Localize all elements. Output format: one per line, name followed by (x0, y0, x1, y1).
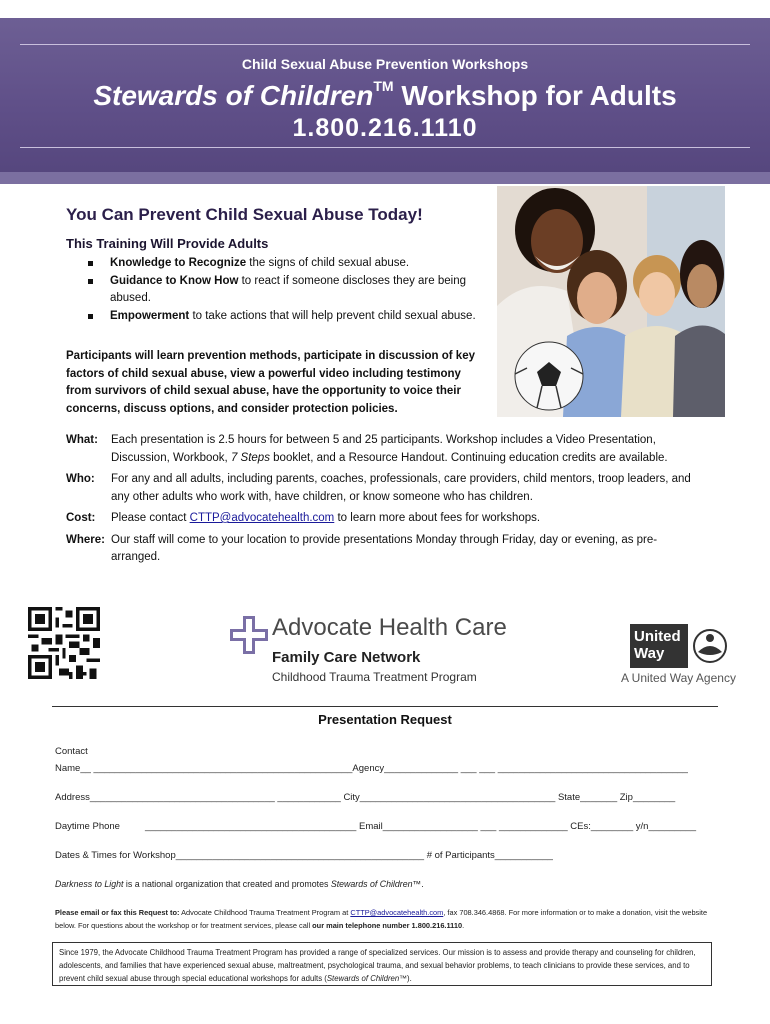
bullet-bold: Guidance to Know How (110, 274, 239, 287)
mission-program: Stewards of Children (326, 974, 400, 983)
trademark-mark: TM (373, 78, 394, 94)
dtl-note (55, 879, 424, 889)
fax-bold: Please email or fax this Request to: (55, 908, 180, 917)
banner-top-rule (20, 44, 750, 45)
bullet-bold: Knowledge to Recognize (110, 257, 247, 269)
what-text (111, 432, 706, 467)
benefits-list (88, 255, 488, 325)
banner-base-stripe (0, 172, 770, 184)
cost-label: Cost: (66, 512, 96, 524)
dtl-text: is a national organization that created and promotes (123, 879, 331, 889)
who-text: For any and all adults, including parents, coaches, professionals, care providers, child mentors, troop leaders, and any other adults who work with, have children, or know someone who has children. (111, 473, 691, 503)
what-text-part: booklet, and a Resource Handout. Continuing education credits are available. (269, 451, 668, 464)
detail-who (66, 471, 706, 506)
header-banner (0, 18, 770, 184)
united-way-line1: United (634, 628, 681, 645)
united-way-hand-icon (692, 626, 728, 666)
fax-instructions (55, 906, 720, 932)
united-way-line2: Way (634, 645, 665, 662)
united-way-logo (630, 624, 728, 668)
name-agency-field[interactable]: Name__ _________________________________________________Agency______________ ___ ___ ____________________________________ (55, 763, 688, 774)
banner-phone: 1.800.216.1110 (292, 114, 478, 142)
fax-end: . (462, 921, 465, 930)
dtl-program: Stewards of Children (330, 879, 413, 889)
family-care-network: Family Care Network (272, 649, 421, 666)
what-label: What: (66, 434, 98, 446)
united-way-wordmark (630, 624, 688, 668)
who-label: Who: (66, 473, 95, 485)
mission-box (52, 942, 712, 986)
workshop-details (66, 432, 706, 571)
phone-email-field[interactable]: ________________________________________ Email__________________ ___ _____________ CEs:________ y/n_________ (145, 821, 697, 832)
list-item (88, 255, 488, 273)
intro-paragraph: Participants will learn prevention methods, participate in discussion of key factors of child sexual abuse, view a powerful video including testimony from survivors of child sexual abuse, have the opportunity to voice their concerns, discuss options, and consider protection policies. (66, 350, 475, 415)
children-photo (497, 186, 725, 417)
list-item (88, 273, 488, 308)
section-divider (52, 706, 718, 707)
advocate-cross-icon (230, 616, 268, 654)
united-way-agency: A United Way Agency (621, 671, 736, 685)
where-label: Where: (66, 533, 105, 546)
dates-field[interactable]: Dates & Times for Workshop_______________________________________________ # of Participants___________ (55, 850, 553, 861)
banner-title-rest: Workshop for Adults (393, 80, 677, 111)
mission-end: ™). (399, 974, 412, 983)
detail-where (66, 532, 706, 567)
bullet-bold: Empowerment (110, 309, 190, 322)
bullet-text: to take actions that will help prevent child sexual abuse. (189, 309, 476, 322)
program-name: Childhood Trauma Treatment Program (272, 670, 477, 684)
what-text-italic: 7 Steps (230, 451, 270, 464)
banner-subtitle: Child Sexual Abuse Prevention Workshops (241, 56, 529, 72)
main-heading: You Can Prevent Child Sexual Abuse Today! (66, 205, 423, 224)
cost-email-link[interactable]: CTTP@advocatehealth.com (189, 512, 335, 524)
bullet-text: to react if someone discloses they are being abused. (110, 274, 466, 304)
where-text: Our staff will come to your location to provide presentations Monday through Friday, day or evening, as pre-arranged. (111, 533, 658, 563)
contact-label: Contact (55, 746, 88, 757)
what-text-part: Each presentation is 2.5 hours for between 5 and 25 participants. Workshop includes a Video Presentation, Discussion, Workbook, (111, 434, 656, 464)
banner-bottom-rule (20, 147, 750, 148)
cost-text (111, 510, 706, 528)
fax-text: , fax 708.346.4868. For more information or to make a donation, visit the website below. For questions about the workshop or for treatment services, please call (55, 908, 708, 930)
fax-email-link[interactable]: CTTP@advocatehealth.com (350, 908, 444, 917)
form-title: Presentation Request (318, 712, 452, 727)
advocate-name: Advocate Health Care (272, 614, 507, 641)
dtl-name: Darkness to Light (55, 879, 124, 889)
mission-text: Since 1979, the Advocate Childhood Trauma Treatment Program has provided a range of specialized services. Our mission is to assess and provide therapy and counseling for children, adolescents, and families that have experienced sexual abuse, maltreatment, psychological trauma, and sexual behavior problems, to teach clinicians to provide these services, and to prevent child sexual abuse through special educational workshops for adults ( (59, 948, 696, 983)
fax-text: Advocate Childhood Trauma Treatment Program at (179, 908, 351, 917)
dtl-end: ™. (412, 879, 424, 889)
daytime-phone-label: Daytime Phone (55, 821, 120, 832)
detail-what (66, 432, 706, 467)
address-field[interactable]: Address___________________________________ ____________ City_____________________________________ State_______ Zip________ (55, 792, 676, 803)
banner-title-brand: Stewards of Children (93, 80, 374, 111)
banner-title (0, 80, 770, 112)
fax-phone-bold: our main telephone number 1.800.216.1110 (312, 921, 463, 930)
cost-text-part: Please contact (111, 512, 190, 524)
cost-text-part: to learn more about fees for workshops. (334, 512, 541, 524)
detail-cost (66, 510, 706, 528)
bullet-text: the signs of child sexual abuse. (246, 257, 410, 269)
qr-code-icon (28, 607, 100, 679)
list-item (88, 308, 488, 326)
training-subheading: This Training Will Provide Adults (66, 236, 269, 251)
